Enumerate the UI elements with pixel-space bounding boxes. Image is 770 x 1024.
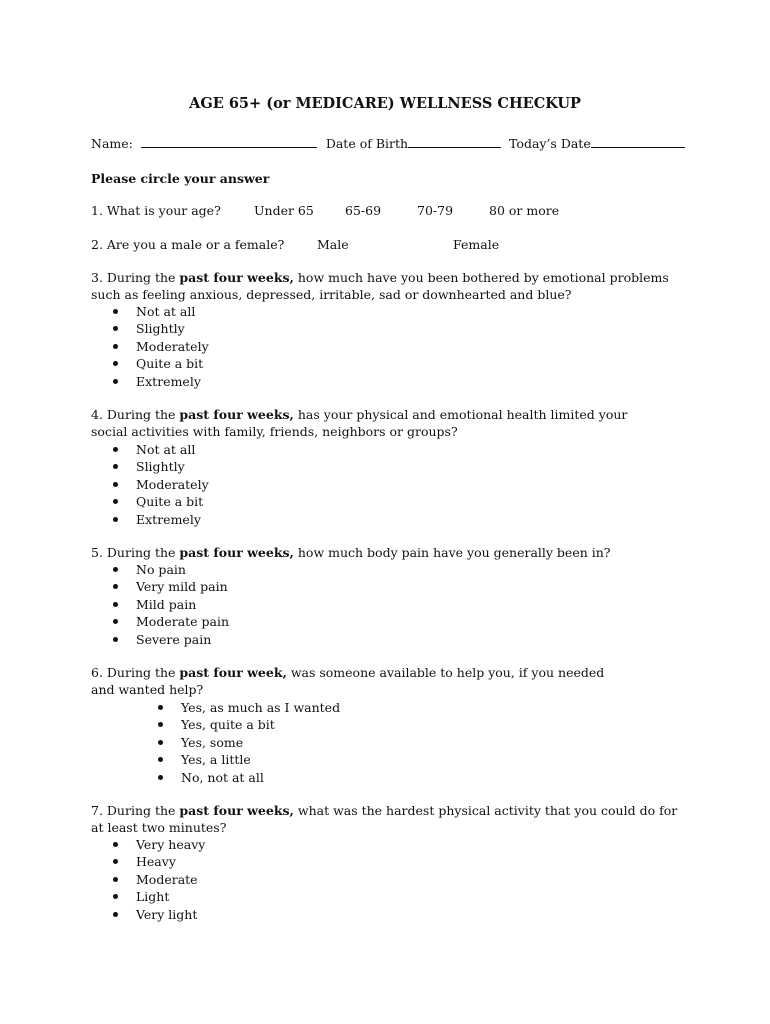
form-title: AGE 65+ (or MEDICARE) WELLNESS CHECKUP [189, 95, 581, 112]
bullet-icon [113, 379, 118, 384]
q3-option[interactable]: Not at all [136, 303, 209, 320]
q7-option[interactable]: Very heavy [136, 836, 205, 853]
bullet-icon [158, 722, 163, 727]
dob-field[interactable] [408, 134, 501, 148]
q6-option[interactable]: Yes, quite a bit [181, 716, 340, 733]
q3-option[interactable]: Extremely [136, 373, 209, 390]
today-date-label: Today’s Date [509, 136, 591, 151]
q7-option[interactable]: Very light [136, 906, 205, 923]
q4-option[interactable]: Extremely [136, 511, 209, 528]
bullet-icon [113, 464, 118, 469]
bullet-icon [113, 637, 118, 642]
q2-option-female[interactable]: Female [453, 237, 500, 252]
today-date-field[interactable] [591, 134, 685, 148]
header-fields-row [91, 134, 685, 152]
q5-option[interactable]: Mild pain [136, 596, 229, 613]
instruction-text: Please circle your answer [91, 171, 270, 186]
bullet-icon [158, 757, 163, 762]
q3-options-list [136, 303, 209, 390]
bullet-icon [113, 584, 118, 589]
q4-options-list [136, 441, 209, 528]
bullet-icon [113, 912, 118, 917]
q1-option-80-or-more[interactable]: 80 or more [489, 203, 560, 218]
q6-options-list [181, 699, 340, 786]
bullet-icon [158, 775, 163, 780]
bullet-icon [113, 877, 118, 882]
q3-option[interactable]: Slightly [136, 320, 209, 337]
dob-label: Date of Birth [325, 136, 409, 151]
q3-text: 3. During the past four weeks, how much have you been bothered by emotional problems such as feeling anxious, depressed, irritable, sad or downhearted and blue? [91, 270, 669, 302]
bullet-icon [113, 567, 118, 572]
q1-option-70-79[interactable]: 70-79 [417, 203, 454, 218]
q5-option[interactable]: Moderate pain [136, 613, 229, 630]
q7-text: 7. During the past four weeks, what was the hardest physical activity that you could do for at least two minutes? [91, 803, 678, 835]
q5-options-list [136, 561, 229, 648]
name-label: Name: [91, 136, 133, 151]
q4-option[interactable]: Moderately [136, 476, 209, 493]
q7-option[interactable]: Light [136, 888, 205, 905]
bullet-icon [158, 740, 163, 745]
q1-option-under-65[interactable]: Under 65 [254, 203, 314, 218]
bullet-icon [113, 602, 118, 607]
q6-option[interactable]: Yes, some [181, 734, 340, 751]
q4-option[interactable]: Slightly [136, 458, 209, 475]
q6-option[interactable]: Yes, a little [181, 751, 340, 768]
bullet-icon [158, 705, 163, 710]
bullet-icon [113, 309, 118, 314]
q5-option[interactable]: No pain [136, 561, 229, 578]
q3-option[interactable]: Moderately [136, 338, 209, 355]
bullet-icon [113, 326, 118, 331]
q1-text: 1. What is your age? [91, 203, 221, 218]
q5-text: 5. During the past four weeks, how much body pain have you generally been in? [91, 545, 611, 560]
q2-option-male[interactable]: Male [317, 237, 349, 252]
q6-text-line2: and wanted help? [91, 682, 204, 697]
q6-option[interactable]: No, not at all [181, 769, 340, 786]
q4-option[interactable]: Not at all [136, 441, 209, 458]
q4-option[interactable]: Quite a bit [136, 493, 209, 510]
q5-option[interactable]: Very mild pain [136, 578, 229, 595]
bullet-icon [113, 344, 118, 349]
q7-option[interactable]: Moderate [136, 871, 205, 888]
bullet-icon [113, 517, 118, 522]
q7-options-list [136, 836, 205, 923]
q7-option[interactable]: Heavy [136, 853, 205, 870]
q6-text: 6. During the past four week, was someone available to help you, if you needed [91, 665, 605, 680]
q2-text: 2. Are you a male or a female? [91, 237, 285, 252]
bullet-icon [113, 499, 118, 504]
bullet-icon [113, 447, 118, 452]
q4-text: 4. During the past four weeks, has your physical and emotional health limited your social activities with family, friends, neighbors or groups? [91, 407, 628, 439]
bullet-icon [113, 894, 118, 899]
q1-option-65-69[interactable]: 65-69 [345, 203, 382, 218]
name-field[interactable] [141, 134, 317, 148]
bullet-icon [113, 842, 118, 847]
q5-option[interactable]: Severe pain [136, 631, 229, 648]
bullet-icon [113, 482, 118, 487]
bullet-icon [113, 859, 118, 864]
bullet-icon [113, 361, 118, 366]
bullet-icon [113, 619, 118, 624]
q3-option[interactable]: Quite a bit [136, 355, 209, 372]
q6-option[interactable]: Yes, as much as I wanted [181, 699, 340, 716]
